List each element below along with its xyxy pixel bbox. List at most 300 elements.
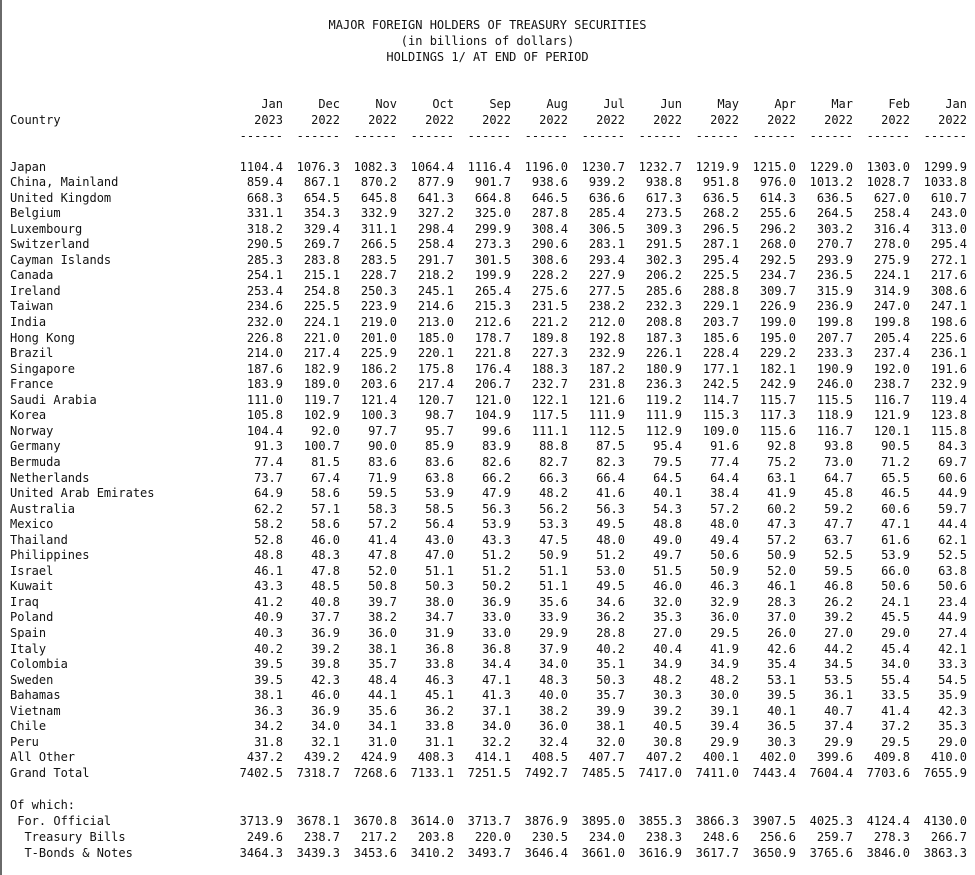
value-cell: 64.9 — [254, 486, 283, 501]
value-cell: 654.5 — [303, 190, 340, 205]
value-cell: 610.7 — [930, 190, 967, 205]
value-cell: 115.7 — [759, 392, 796, 407]
value-cell: 37.0 — [767, 610, 796, 625]
row-label: Bahamas — [10, 688, 61, 703]
value-cell: 265.4 — [474, 283, 511, 298]
value-cell: 58.3 — [368, 501, 397, 516]
value-cell: 36.5 — [767, 719, 796, 734]
row-label: Philippines — [10, 548, 90, 563]
value-cell: 226.8 — [246, 330, 283, 345]
value-cell: 118.9 — [816, 408, 853, 423]
row-label: T-Bonds & Notes — [10, 845, 133, 860]
value-cell: 303.2 — [816, 221, 853, 236]
value-cell: 35.3 — [938, 719, 967, 734]
value-cell: 57.1 — [311, 501, 340, 516]
value-cell: 45.4 — [881, 641, 910, 656]
value-cell: 870.2 — [360, 175, 397, 190]
row-label: Mexico — [10, 517, 54, 532]
value-cell: 51.2 — [482, 563, 511, 578]
value-cell: 437.2 — [246, 750, 283, 765]
value-cell: 939.2 — [588, 175, 625, 190]
value-cell: 30.3 — [767, 734, 796, 749]
column-header-month: Jan — [261, 97, 283, 111]
table-row — [0, 299, 975, 315]
value-cell: 34.9 — [653, 657, 682, 672]
value-cell: 100.3 — [360, 408, 397, 423]
value-cell: 231.8 — [588, 377, 625, 392]
value-cell: 3876.9 — [524, 813, 568, 828]
value-cell: 53.9 — [881, 548, 910, 563]
value-cell: 236.3 — [645, 377, 682, 392]
value-cell: 38.1 — [254, 688, 283, 703]
value-cell: 34.5 — [824, 657, 853, 672]
value-cell: 34.0 — [881, 657, 910, 672]
value-cell: 38.4 — [710, 486, 739, 501]
value-cell: 35.1 — [596, 657, 625, 672]
value-cell: 121.9 — [873, 408, 910, 423]
value-cell: 410.0 — [930, 750, 967, 765]
value-cell: 34.0 — [311, 719, 340, 734]
row-label: Luxembourg — [10, 221, 83, 236]
value-cell: 229.1 — [702, 299, 739, 314]
value-cell: 49.0 — [653, 532, 682, 547]
row-label: Chile — [10, 719, 47, 734]
value-cell: 3713.7 — [467, 813, 511, 828]
column-header-year: 2022 — [482, 113, 511, 127]
value-cell: 292.5 — [759, 252, 796, 267]
value-cell: 79.5 — [653, 454, 682, 469]
value-cell: 30.0 — [710, 688, 739, 703]
value-cell: 52.0 — [767, 563, 796, 578]
value-cell: 399.6 — [816, 750, 853, 765]
value-cell: 47.8 — [311, 563, 340, 578]
value-cell: 121.6 — [588, 392, 625, 407]
value-cell: 39.1 — [710, 703, 739, 718]
table-row — [0, 237, 975, 253]
column-header-year: 2022 — [767, 113, 796, 127]
value-cell: 26.0 — [767, 626, 796, 640]
value-cell: 47.1 — [881, 517, 910, 532]
row-label: Norway — [10, 423, 54, 438]
value-cell: 65.5 — [881, 470, 910, 485]
table-row — [0, 268, 975, 284]
value-cell: 1082.3 — [353, 159, 397, 174]
value-cell: 39.9 — [596, 703, 625, 718]
value-cell: 206.2 — [645, 268, 682, 283]
value-cell: 46.3 — [425, 672, 454, 687]
value-cell: 29.5 — [881, 734, 910, 749]
value-cell: 102.9 — [303, 408, 340, 423]
value-cell: 56.4 — [425, 517, 454, 532]
column-header-year: 2022 — [710, 113, 739, 127]
value-cell: 938.6 — [531, 175, 568, 190]
value-cell: 7492.7 — [524, 765, 568, 780]
value-cell: 268.0 — [759, 237, 796, 252]
row-label: Colombia — [10, 657, 68, 672]
table-row — [0, 610, 975, 626]
value-cell: 258.4 — [873, 206, 910, 221]
value-cell: 52.5 — [938, 548, 967, 563]
value-cell: 27.4 — [938, 626, 967, 640]
value-cell: 34.0 — [482, 719, 511, 734]
value-cell: 117.3 — [759, 408, 796, 423]
value-cell: 1230.7 — [581, 159, 625, 174]
value-cell: 115.3 — [702, 408, 739, 423]
value-cell: 250.3 — [360, 283, 397, 298]
value-cell: 39.2 — [311, 641, 340, 656]
row-label: Australia — [10, 501, 76, 516]
value-cell: 39.7 — [368, 594, 397, 609]
value-cell: 291.7 — [417, 252, 454, 267]
value-cell: 3713.9 — [239, 813, 283, 828]
value-cell: 951.8 — [702, 175, 739, 190]
value-cell: 1116.4 — [467, 159, 511, 174]
value-cell: 976.0 — [759, 175, 796, 190]
value-cell: 298.4 — [417, 221, 454, 236]
value-cell: 273.5 — [645, 206, 682, 221]
table-row — [0, 750, 975, 766]
value-cell: 291.5 — [645, 237, 682, 252]
value-cell: 243.0 — [930, 206, 967, 221]
value-cell: 234.7 — [759, 268, 796, 283]
country-column-header: Country — [10, 113, 61, 127]
value-cell: 71.2 — [881, 454, 910, 469]
column-header-rule: ------ — [695, 129, 739, 143]
value-cell: 225.5 — [303, 299, 340, 314]
value-cell: 56.3 — [482, 501, 511, 516]
value-cell: 66.0 — [881, 563, 910, 578]
value-cell: 50.6 — [938, 579, 967, 594]
value-cell: 258.4 — [417, 237, 454, 252]
table-row — [0, 439, 975, 455]
value-cell: 40.1 — [767, 703, 796, 718]
row-label: Taiwan — [10, 299, 54, 314]
value-cell: 112.5 — [588, 423, 625, 438]
value-cell: 47.0 — [425, 548, 454, 563]
value-cell: 35.3 — [653, 610, 682, 625]
value-cell: 254.1 — [246, 268, 283, 283]
value-cell: 3646.4 — [524, 845, 568, 860]
row-label: Thailand — [10, 532, 68, 547]
of-which-row — [0, 830, 975, 846]
value-cell: 34.1 — [368, 719, 397, 734]
value-cell: 266.5 — [360, 237, 397, 252]
value-cell: 48.4 — [368, 672, 397, 687]
report-units: (in billions of dollars) — [400, 34, 575, 48]
value-cell: 36.8 — [482, 641, 511, 656]
column-header-month: Apr — [774, 97, 796, 111]
value-cell: 66.2 — [482, 470, 511, 485]
value-cell: 3855.3 — [638, 813, 682, 828]
value-cell: 64.5 — [653, 470, 682, 485]
value-cell: 1076.3 — [296, 159, 340, 174]
value-cell: 4130.0 — [923, 813, 967, 828]
value-cell: 232.7 — [531, 377, 568, 392]
value-cell: 278.0 — [873, 237, 910, 252]
value-cell: 7485.5 — [581, 765, 625, 780]
row-label: All Other — [10, 750, 76, 765]
value-cell: 306.5 — [588, 221, 625, 236]
value-cell: 91.6 — [710, 439, 739, 454]
value-cell: 293.4 — [588, 252, 625, 267]
value-cell: 33.3 — [938, 657, 967, 672]
value-cell: 53.0 — [596, 563, 625, 578]
value-cell: 83.6 — [425, 454, 454, 469]
value-cell: 232.9 — [588, 346, 625, 361]
value-cell: 27.0 — [824, 626, 853, 640]
value-cell: 40.1 — [653, 486, 682, 501]
value-cell: 3439.3 — [296, 845, 340, 860]
value-cell: 224.1 — [873, 268, 910, 283]
value-cell: 33.5 — [881, 688, 910, 703]
value-cell: 256.6 — [759, 829, 796, 844]
value-cell: 43.3 — [254, 579, 283, 594]
value-cell: 37.2 — [881, 719, 910, 734]
value-cell: 283.1 — [588, 237, 625, 252]
value-cell: 59.5 — [368, 486, 397, 501]
column-header-rule: ------ — [239, 129, 283, 143]
value-cell: 36.0 — [539, 719, 568, 734]
column-header-month: Sep — [489, 97, 511, 111]
value-cell: 37.4 — [824, 719, 853, 734]
column-header-rule: ------ — [524, 129, 568, 143]
value-cell: 40.4 — [653, 641, 682, 656]
row-label: Hong Kong — [10, 330, 76, 345]
column-header-month: Dec — [318, 97, 340, 111]
value-cell: 7604.4 — [809, 765, 853, 780]
value-cell: 116.7 — [873, 392, 910, 407]
value-cell: 48.8 — [653, 517, 682, 532]
value-cell: 109.0 — [702, 423, 739, 438]
value-cell: 198.6 — [930, 315, 967, 329]
value-cell: 29.0 — [881, 626, 910, 640]
value-cell: 37.1 — [482, 703, 511, 718]
value-cell: 38.2 — [539, 703, 568, 718]
value-cell: 40.0 — [539, 688, 568, 703]
value-cell: 275.9 — [873, 252, 910, 267]
value-cell: 223.9 — [360, 299, 397, 314]
value-cell: 48.2 — [653, 672, 682, 687]
value-cell: 7703.6 — [866, 765, 910, 780]
value-cell: 195.0 — [759, 330, 796, 345]
value-cell: 1229.0 — [809, 159, 853, 174]
value-cell: 55.4 — [881, 672, 910, 687]
value-cell: 85.9 — [425, 439, 454, 454]
value-cell: 664.8 — [474, 190, 511, 205]
value-cell: 104.9 — [474, 408, 511, 423]
column-header-rule: ------ — [410, 129, 454, 143]
value-cell: 41.3 — [482, 688, 511, 703]
value-cell: 44.2 — [824, 641, 853, 656]
value-cell: 47.7 — [824, 517, 853, 532]
value-cell: 203.8 — [417, 829, 454, 844]
value-cell: 36.8 — [425, 641, 454, 656]
value-cell: 40.5 — [653, 719, 682, 734]
value-cell: 206.7 — [474, 377, 511, 392]
row-label: Saudi Arabia — [10, 392, 97, 407]
value-cell: 39.5 — [767, 688, 796, 703]
value-cell: 3678.1 — [296, 813, 340, 828]
value-cell: 91.3 — [254, 439, 283, 454]
value-cell: 277.5 — [588, 283, 625, 298]
table-row — [0, 657, 975, 673]
value-cell: 48.8 — [254, 548, 283, 563]
value-cell: 221.0 — [303, 330, 340, 345]
column-header-rule: ------ — [752, 129, 796, 143]
value-cell: 115.6 — [759, 423, 796, 438]
value-cell: 1104.4 — [239, 159, 283, 174]
value-cell: 199.8 — [816, 315, 853, 329]
row-label: Korea — [10, 408, 47, 423]
value-cell: 214.0 — [246, 346, 283, 361]
value-cell: 285.4 — [588, 206, 625, 221]
value-cell: 116.7 — [816, 423, 853, 438]
value-cell: 269.7 — [303, 237, 340, 252]
value-cell: 34.2 — [254, 719, 283, 734]
value-cell: 33.8 — [425, 719, 454, 734]
value-cell: 189.8 — [531, 330, 568, 345]
value-cell: 83.9 — [482, 439, 511, 454]
value-cell: 295.4 — [930, 237, 967, 252]
value-cell: 48.2 — [710, 672, 739, 687]
value-cell: 95.4 — [653, 439, 682, 454]
value-cell: 32.2 — [482, 734, 511, 749]
column-header-month: Jul — [603, 97, 625, 111]
value-cell: 1215.0 — [752, 159, 796, 174]
value-cell: 228.7 — [360, 268, 397, 283]
value-cell: 43.0 — [425, 532, 454, 547]
value-cell: 45.8 — [824, 486, 853, 501]
column-header-rule: ------ — [638, 129, 682, 143]
value-cell: 61.6 — [881, 532, 910, 547]
value-cell: 63.8 — [425, 470, 454, 485]
value-cell: 234.0 — [588, 829, 625, 844]
value-cell: 34.0 — [539, 657, 568, 672]
value-cell: 31.0 — [368, 734, 397, 749]
value-cell: 4124.4 — [866, 813, 910, 828]
value-cell: 191.6 — [930, 361, 967, 376]
value-cell: 46.0 — [311, 688, 340, 703]
value-cell: 47.3 — [767, 517, 796, 532]
value-cell: 7268.6 — [353, 765, 397, 780]
table-row — [0, 331, 975, 347]
value-cell: 40.7 — [824, 703, 853, 718]
value-cell: 308.6 — [531, 252, 568, 267]
value-cell: 38.2 — [368, 610, 397, 625]
value-cell: 31.8 — [254, 734, 283, 749]
value-cell: 29.5 — [710, 626, 739, 640]
table-row — [0, 673, 975, 689]
value-cell: 35.9 — [938, 688, 967, 703]
value-cell: 283.5 — [360, 252, 397, 267]
report-title: MAJOR FOREIGN HOLDERS OF TREASURY SECURITIES — [328, 18, 647, 32]
value-cell: 46.0 — [653, 579, 682, 594]
value-cell: 7133.1 — [410, 765, 454, 780]
value-cell: 859.4 — [246, 175, 283, 190]
of-which-text: Of which: — [10, 797, 76, 812]
value-cell: 190.9 — [816, 361, 853, 376]
value-cell: 56.3 — [596, 501, 625, 516]
value-cell: 221.2 — [531, 315, 568, 329]
value-cell: 69.7 — [938, 454, 967, 469]
table-row — [0, 160, 975, 176]
grand-total-row — [0, 766, 975, 782]
value-cell: 42.1 — [938, 641, 967, 656]
value-cell: 82.7 — [539, 454, 568, 469]
column-header-rule: ------ — [467, 129, 511, 143]
value-cell: 212.6 — [474, 315, 511, 329]
value-cell: 402.0 — [759, 750, 796, 765]
value-cell: 219.0 — [360, 315, 397, 329]
table-row — [0, 362, 975, 378]
value-cell: 112.9 — [645, 423, 682, 438]
value-cell: 225.5 — [702, 268, 739, 283]
value-cell: 192.8 — [588, 330, 625, 345]
value-cell: 1299.9 — [923, 159, 967, 174]
row-label: Canada — [10, 268, 54, 283]
table-row — [0, 688, 975, 704]
value-cell: 57.2 — [368, 517, 397, 532]
value-cell: 51.2 — [596, 548, 625, 563]
value-cell: 199.0 — [759, 315, 796, 329]
value-cell: 51.1 — [539, 579, 568, 594]
value-cell: 49.5 — [596, 579, 625, 594]
value-cell: 314.9 — [873, 283, 910, 298]
value-cell: 39.5 — [254, 657, 283, 672]
value-cell: 115.5 — [816, 392, 853, 407]
value-cell: 123.8 — [930, 408, 967, 423]
value-cell: 192.0 — [873, 361, 910, 376]
table-row — [0, 533, 975, 549]
column-header-rule: ------ — [353, 129, 397, 143]
value-cell: 3650.9 — [752, 845, 796, 860]
value-cell: 50.9 — [767, 548, 796, 563]
table-row — [0, 486, 975, 502]
value-cell: 226.1 — [645, 346, 682, 361]
value-cell: 40.9 — [254, 610, 283, 625]
value-cell: 34.4 — [482, 657, 511, 672]
value-cell: 178.7 — [474, 330, 511, 345]
value-cell: 104.4 — [246, 423, 283, 438]
row-label: Japan — [10, 159, 47, 174]
value-cell: 424.9 — [360, 750, 397, 765]
value-cell: 92.0 — [311, 423, 340, 438]
value-cell: 247.1 — [930, 299, 967, 314]
value-cell: 41.9 — [767, 486, 796, 501]
value-cell: 40.3 — [254, 626, 283, 640]
column-header-year: 2022 — [311, 113, 340, 127]
value-cell: 34.9 — [710, 657, 739, 672]
value-cell: 228.4 — [702, 346, 739, 361]
value-cell: 407.7 — [588, 750, 625, 765]
row-label: Spain — [10, 626, 47, 640]
value-cell: 87.5 — [596, 439, 625, 454]
value-cell: 255.6 — [759, 206, 796, 221]
value-cell: 23.4 — [938, 594, 967, 609]
value-cell: 60.2 — [767, 501, 796, 516]
value-cell: 228.2 — [531, 268, 568, 283]
row-label: Israel — [10, 563, 54, 578]
value-cell: 203.7 — [702, 315, 739, 329]
value-cell: 288.8 — [702, 283, 739, 298]
value-cell: 354.3 — [303, 206, 340, 221]
value-cell: 52.5 — [824, 548, 853, 563]
value-cell: 217.4 — [303, 346, 340, 361]
value-cell: 36.9 — [311, 626, 340, 640]
value-cell: 1219.9 — [695, 159, 739, 174]
value-cell: 32.1 — [311, 734, 340, 749]
value-cell: 199.8 — [873, 315, 910, 329]
